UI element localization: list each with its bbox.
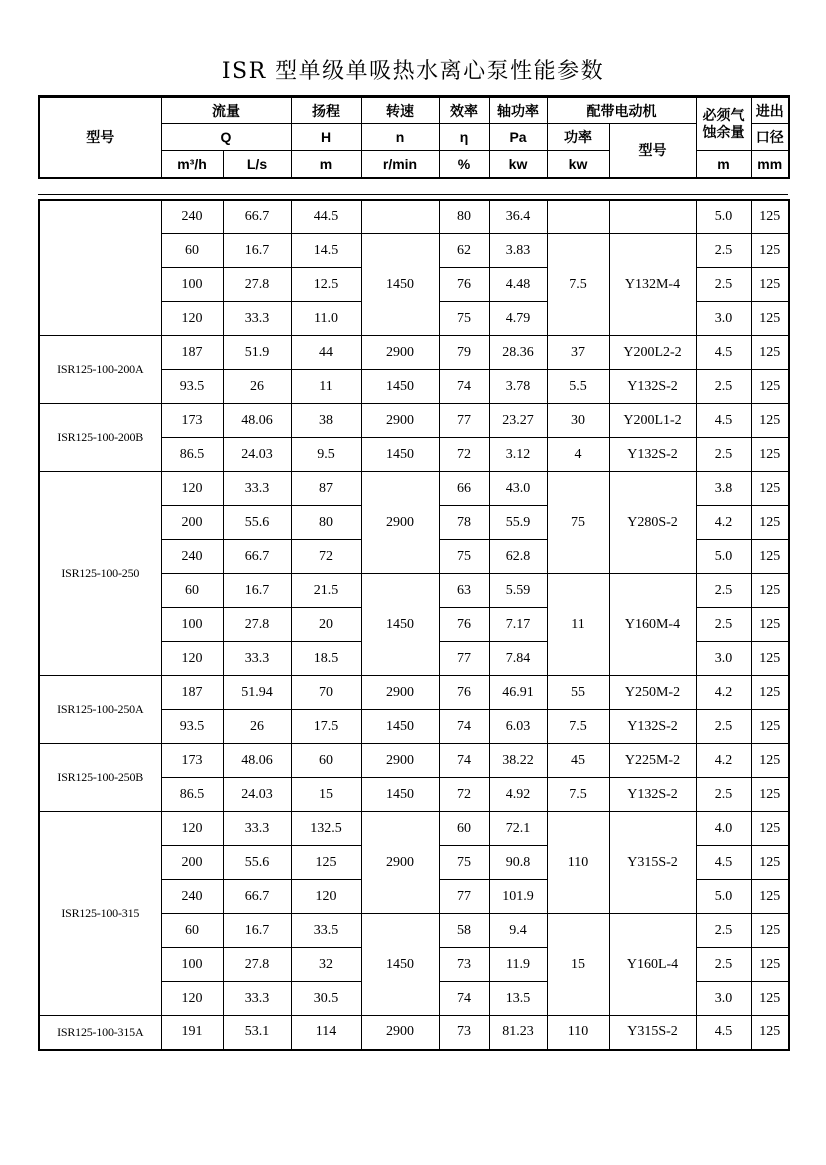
header-table <box>38 95 790 179</box>
data-cell: 125 <box>751 608 789 642</box>
flow-unit-m3h: m³/h <box>161 151 223 178</box>
data-cell: 114 <box>291 1016 361 1050</box>
data-cell: 24.03 <box>223 778 291 812</box>
data-cell: 3.8 <box>696 472 751 506</box>
efficiency-unit: % <box>439 151 489 178</box>
data-cell: 37 <box>547 336 609 370</box>
table-row <box>39 404 789 438</box>
data-cell <box>361 200 439 234</box>
data-cell: 7.5 <box>547 778 609 812</box>
col-header-speed: 转速 <box>361 97 439 124</box>
data-cell: 100 <box>161 948 223 982</box>
data-cell: Y132M-4 <box>609 234 696 336</box>
npsh-label-line2: 蚀余量 <box>702 124 745 140</box>
data-cell: 11.0 <box>291 302 361 336</box>
data-cell: 86.5 <box>161 438 223 472</box>
col-header-head: 扬程 <box>291 97 361 124</box>
data-cell <box>609 200 696 234</box>
data-cell: 58 <box>439 914 489 948</box>
data-cell: 38.22 <box>489 744 547 778</box>
data-cell: 2900 <box>361 336 439 370</box>
data-cell: 72 <box>439 778 489 812</box>
data-cell: 76 <box>439 268 489 302</box>
data-cell: 1450 <box>361 370 439 404</box>
col-header-efficiency: 效率 <box>439 97 489 124</box>
data-cell: 26 <box>223 710 291 744</box>
data-cell: 125 <box>751 268 789 302</box>
data-cell: 77 <box>439 404 489 438</box>
data-cell: 13.5 <box>489 982 547 1016</box>
data-cell: 125 <box>751 744 789 778</box>
data-cell: 43.0 <box>489 472 547 506</box>
data-cell: 4.2 <box>696 744 751 778</box>
data-cell: 21.5 <box>291 574 361 608</box>
data-cell: Y200L1-2 <box>609 404 696 438</box>
data-cell: 2900 <box>361 472 439 574</box>
data-cell: 18.5 <box>291 642 361 676</box>
data-cell: 72 <box>439 438 489 472</box>
data-cell: 5.0 <box>696 880 751 914</box>
data-cell: 132.5 <box>291 812 361 846</box>
data-cell: 72 <box>291 540 361 574</box>
data-cell: 16.7 <box>223 914 291 948</box>
data-cell: Y280S-2 <box>609 472 696 574</box>
data-cell: 1450 <box>361 778 439 812</box>
flow-symbol: Q <box>161 124 291 151</box>
data-cell: 11.9 <box>489 948 547 982</box>
data-cell: 7.84 <box>489 642 547 676</box>
data-cell: Y132S-2 <box>609 778 696 812</box>
data-cell: 4.2 <box>696 676 751 710</box>
data-cell: 93.5 <box>161 710 223 744</box>
data-cell: 75 <box>439 846 489 880</box>
data-cell: 27.8 <box>223 948 291 982</box>
data-cell: 2.5 <box>696 370 751 404</box>
data-cell: 4.92 <box>489 778 547 812</box>
data-cell: 93.5 <box>161 370 223 404</box>
table-row <box>39 676 789 710</box>
data-cell: 125 <box>751 302 789 336</box>
data-cell: 125 <box>751 642 789 676</box>
data-cell: 200 <box>161 846 223 880</box>
table-row <box>39 200 789 234</box>
table-row <box>39 812 789 846</box>
model-cell <box>39 200 161 336</box>
data-cell: 4.48 <box>489 268 547 302</box>
data-cell: 44 <box>291 336 361 370</box>
data-cell: 5.59 <box>489 574 547 608</box>
data-cell: 2.5 <box>696 438 751 472</box>
data-cell: 11 <box>547 574 609 676</box>
data-cell: 15 <box>547 914 609 1016</box>
data-cell: 125 <box>751 778 789 812</box>
data-cell: 125 <box>751 846 789 880</box>
npsh-label-line1: 必须气 <box>702 106 745 123</box>
data-cell: 74 <box>439 370 489 404</box>
data-cell: 90.8 <box>489 846 547 880</box>
data-cell: 2900 <box>361 1016 439 1050</box>
data-cell: 125 <box>751 336 789 370</box>
data-cell: 16.7 <box>223 574 291 608</box>
data-cell: 125 <box>751 710 789 744</box>
flow-unit-ls: L/s <box>223 151 291 178</box>
data-cell: 24.03 <box>223 438 291 472</box>
data-cell: 191 <box>161 1016 223 1050</box>
data-cell: 9.4 <box>489 914 547 948</box>
data-cell: 4.5 <box>696 846 751 880</box>
speed-symbol: n <box>361 124 439 151</box>
data-cell: 3.12 <box>489 438 547 472</box>
data-cell: 16.7 <box>223 234 291 268</box>
data-cell: 30.5 <box>291 982 361 1016</box>
data-cell: 120 <box>161 302 223 336</box>
table-row <box>39 1016 789 1050</box>
shaft-power-unit: kw <box>489 151 547 178</box>
data-cell: 74 <box>439 982 489 1016</box>
data-cell: Y315S-2 <box>609 1016 696 1050</box>
data-cell: 2.5 <box>696 948 751 982</box>
model-cell: ISR125-100-200B <box>39 404 161 472</box>
data-cell: 55.9 <box>489 506 547 540</box>
data-cell: 33.3 <box>223 642 291 676</box>
data-cell: 3.78 <box>489 370 547 404</box>
data-cell: 30 <box>547 404 609 438</box>
data-cell: 4.5 <box>696 1016 751 1050</box>
data-cell: 73 <box>439 1016 489 1050</box>
data-cell: 125 <box>751 472 789 506</box>
data-cell: 60 <box>439 812 489 846</box>
pump-data-table <box>38 199 790 1051</box>
motor-power-unit: kw <box>547 151 609 178</box>
data-cell: 73 <box>439 948 489 982</box>
data-cell: 77 <box>439 642 489 676</box>
port-unit: mm <box>751 151 789 178</box>
data-cell: 80 <box>439 200 489 234</box>
data-cell: 45 <box>547 744 609 778</box>
data-cell: 3.0 <box>696 982 751 1016</box>
data-cell: 4.79 <box>489 302 547 336</box>
data-cell: 110 <box>547 1016 609 1050</box>
data-cell: 32 <box>291 948 361 982</box>
data-cell: 75 <box>547 472 609 574</box>
data-cell: 187 <box>161 676 223 710</box>
data-cell: 38 <box>291 404 361 438</box>
data-cell: 125 <box>751 404 789 438</box>
speed-unit: r/min <box>361 151 439 178</box>
data-cell: 76 <box>439 608 489 642</box>
data-cell: 87 <box>291 472 361 506</box>
model-cell: ISR125-100-315A <box>39 1016 161 1050</box>
data-cell: 125 <box>751 370 789 404</box>
data-cell: Y225M-2 <box>609 744 696 778</box>
data-cell: 125 <box>751 880 789 914</box>
data-cell: 5.0 <box>696 200 751 234</box>
data-cell: 48.06 <box>223 744 291 778</box>
data-cell: 125 <box>751 200 789 234</box>
divider-rule <box>38 194 788 195</box>
data-cell: 120 <box>161 982 223 1016</box>
data-cell: 60 <box>161 914 223 948</box>
data-cell: 125 <box>751 676 789 710</box>
col-header-motor-group: 配带电动机 <box>547 97 696 124</box>
data-cell: 77 <box>439 880 489 914</box>
data-cell: 2.5 <box>696 778 751 812</box>
data-cell: 7.5 <box>547 710 609 744</box>
pump-table-body <box>39 200 789 1050</box>
data-cell: 2900 <box>361 676 439 710</box>
data-cell: 125 <box>751 234 789 268</box>
data-cell: 55.6 <box>223 846 291 880</box>
data-cell: 100 <box>161 268 223 302</box>
data-cell: 2.5 <box>696 268 751 302</box>
data-cell: 72.1 <box>489 812 547 846</box>
data-cell: 120 <box>291 880 361 914</box>
data-cell: 63 <box>439 574 489 608</box>
data-cell: 60 <box>161 574 223 608</box>
page-title: ISR 型单级单吸热水离心泵性能参数 <box>221 59 605 84</box>
model-cell: ISR125-100-250B <box>39 744 161 812</box>
data-cell: 1450 <box>361 234 439 336</box>
data-cell: 62 <box>439 234 489 268</box>
data-cell: 1450 <box>361 710 439 744</box>
data-cell: 76 <box>439 676 489 710</box>
data-cell: 12.5 <box>291 268 361 302</box>
data-cell: Y160M-4 <box>609 574 696 676</box>
data-cell: 70 <box>291 676 361 710</box>
data-cell: 2.5 <box>696 710 751 744</box>
data-cell: 7.17 <box>489 608 547 642</box>
data-cell: Y200L2-2 <box>609 336 696 370</box>
data-cell: 7.5 <box>547 234 609 336</box>
data-cell: 4.5 <box>696 404 751 438</box>
data-cell: 125 <box>751 812 789 846</box>
data-cell: Y160L-4 <box>609 914 696 1016</box>
col-header-port-line1: 进出 <box>751 97 789 124</box>
npsh-unit: m <box>696 151 751 178</box>
data-cell: 66.7 <box>223 880 291 914</box>
model-cell: ISR125-100-315 <box>39 812 161 1016</box>
data-cell: 74 <box>439 744 489 778</box>
data-cell: 51.94 <box>223 676 291 710</box>
data-cell: Y315S-2 <box>609 812 696 914</box>
shaft-power-symbol: Pa <box>489 124 547 151</box>
model-cell: ISR125-100-250 <box>39 472 161 676</box>
efficiency-symbol: η <box>439 124 489 151</box>
head-unit: m <box>291 151 361 178</box>
col-header-npsh <box>696 97 751 151</box>
data-cell: 26 <box>223 370 291 404</box>
data-cell: 27.8 <box>223 608 291 642</box>
data-cell: 9.5 <box>291 438 361 472</box>
data-cell: 125 <box>751 914 789 948</box>
data-cell: 110 <box>547 812 609 914</box>
data-cell: 240 <box>161 880 223 914</box>
document-page <box>38 0 788 1051</box>
data-cell: 33.5 <box>291 914 361 948</box>
data-cell: 60 <box>291 744 361 778</box>
data-cell: 3.0 <box>696 302 751 336</box>
data-cell: 33.3 <box>223 302 291 336</box>
motor-model-label: 型号 <box>609 124 696 178</box>
data-cell: 4.5 <box>696 336 751 370</box>
data-cell: 2.5 <box>696 608 751 642</box>
model-cell: ISR125-100-250A <box>39 676 161 744</box>
col-header-model: 型号 <box>39 97 161 178</box>
data-cell: Y132S-2 <box>609 710 696 744</box>
data-cell: 55.6 <box>223 506 291 540</box>
data-cell: 100 <box>161 608 223 642</box>
data-cell: 125 <box>751 506 789 540</box>
data-cell: 120 <box>161 472 223 506</box>
data-cell: 4 <box>547 438 609 472</box>
data-cell: 33.3 <box>223 472 291 506</box>
data-cell: 27.8 <box>223 268 291 302</box>
data-cell: 4.0 <box>696 812 751 846</box>
data-cell: 5.5 <box>547 370 609 404</box>
data-cell: 125 <box>751 438 789 472</box>
data-cell: Y132S-2 <box>609 370 696 404</box>
data-cell: 15 <box>291 778 361 812</box>
data-cell: 14.5 <box>291 234 361 268</box>
data-cell: 125 <box>751 1016 789 1050</box>
data-cell: 33.3 <box>223 812 291 846</box>
data-cell: 66.7 <box>223 540 291 574</box>
data-cell: 125 <box>751 982 789 1016</box>
data-cell: 66.7 <box>223 200 291 234</box>
data-cell: 81.23 <box>489 1016 547 1050</box>
model-cell: ISR125-100-200A <box>39 336 161 404</box>
data-cell: 80 <box>291 506 361 540</box>
data-cell <box>547 200 609 234</box>
data-cell: 28.36 <box>489 336 547 370</box>
data-cell: 23.27 <box>489 404 547 438</box>
col-header-port-line2: 口径 <box>751 124 789 151</box>
data-cell: 20 <box>291 608 361 642</box>
data-cell: 60 <box>161 234 223 268</box>
table-row <box>39 744 789 778</box>
data-cell: 120 <box>161 642 223 676</box>
data-cell: 187 <box>161 336 223 370</box>
data-cell: 86.5 <box>161 778 223 812</box>
data-cell: 75 <box>439 302 489 336</box>
head-symbol: H <box>291 124 361 151</box>
data-cell: 1450 <box>361 438 439 472</box>
data-cell: 44.5 <box>291 200 361 234</box>
data-cell: 3.83 <box>489 234 547 268</box>
data-cell: 173 <box>161 404 223 438</box>
data-cell: 125 <box>751 540 789 574</box>
data-cell: 125 <box>751 948 789 982</box>
data-cell: 78 <box>439 506 489 540</box>
data-cell: 53.1 <box>223 1016 291 1050</box>
data-cell: 2900 <box>361 744 439 778</box>
data-cell: 2.5 <box>696 234 751 268</box>
data-cell: 120 <box>161 812 223 846</box>
data-cell: 55 <box>547 676 609 710</box>
data-cell: 46.91 <box>489 676 547 710</box>
data-cell: Y132S-2 <box>609 438 696 472</box>
data-cell: 6.03 <box>489 710 547 744</box>
data-cell: 48.06 <box>223 404 291 438</box>
table-row <box>39 472 789 506</box>
motor-power-label: 功率 <box>547 124 609 151</box>
data-cell: 74 <box>439 710 489 744</box>
data-cell: 125 <box>751 574 789 608</box>
data-cell: 2.5 <box>696 914 751 948</box>
data-cell: 125 <box>291 846 361 880</box>
data-cell: 101.9 <box>489 880 547 914</box>
data-cell: 5.0 <box>696 540 751 574</box>
data-cell: 3.0 <box>696 642 751 676</box>
data-cell: 1450 <box>361 574 439 676</box>
data-cell: 79 <box>439 336 489 370</box>
data-cell: 240 <box>161 540 223 574</box>
table-row <box>39 336 789 370</box>
data-cell: 33.3 <box>223 982 291 1016</box>
col-header-flow: 流量 <box>161 97 291 124</box>
data-cell: 62.8 <box>489 540 547 574</box>
data-cell: 17.5 <box>291 710 361 744</box>
data-cell: 1450 <box>361 914 439 1016</box>
data-cell: 51.9 <box>223 336 291 370</box>
data-cell: 36.4 <box>489 200 547 234</box>
header-row-1 <box>39 97 789 124</box>
data-cell: 173 <box>161 744 223 778</box>
data-cell: 200 <box>161 506 223 540</box>
data-cell: 2.5 <box>696 574 751 608</box>
data-cell: 66 <box>439 472 489 506</box>
data-cell: Y250M-2 <box>609 676 696 710</box>
data-cell: 2900 <box>361 812 439 914</box>
data-cell: 4.2 <box>696 506 751 540</box>
data-cell: 240 <box>161 200 223 234</box>
data-cell: 75 <box>439 540 489 574</box>
data-cell: 2900 <box>361 404 439 438</box>
col-header-shaft-power: 轴功率 <box>489 97 547 124</box>
data-cell: 11 <box>291 370 361 404</box>
